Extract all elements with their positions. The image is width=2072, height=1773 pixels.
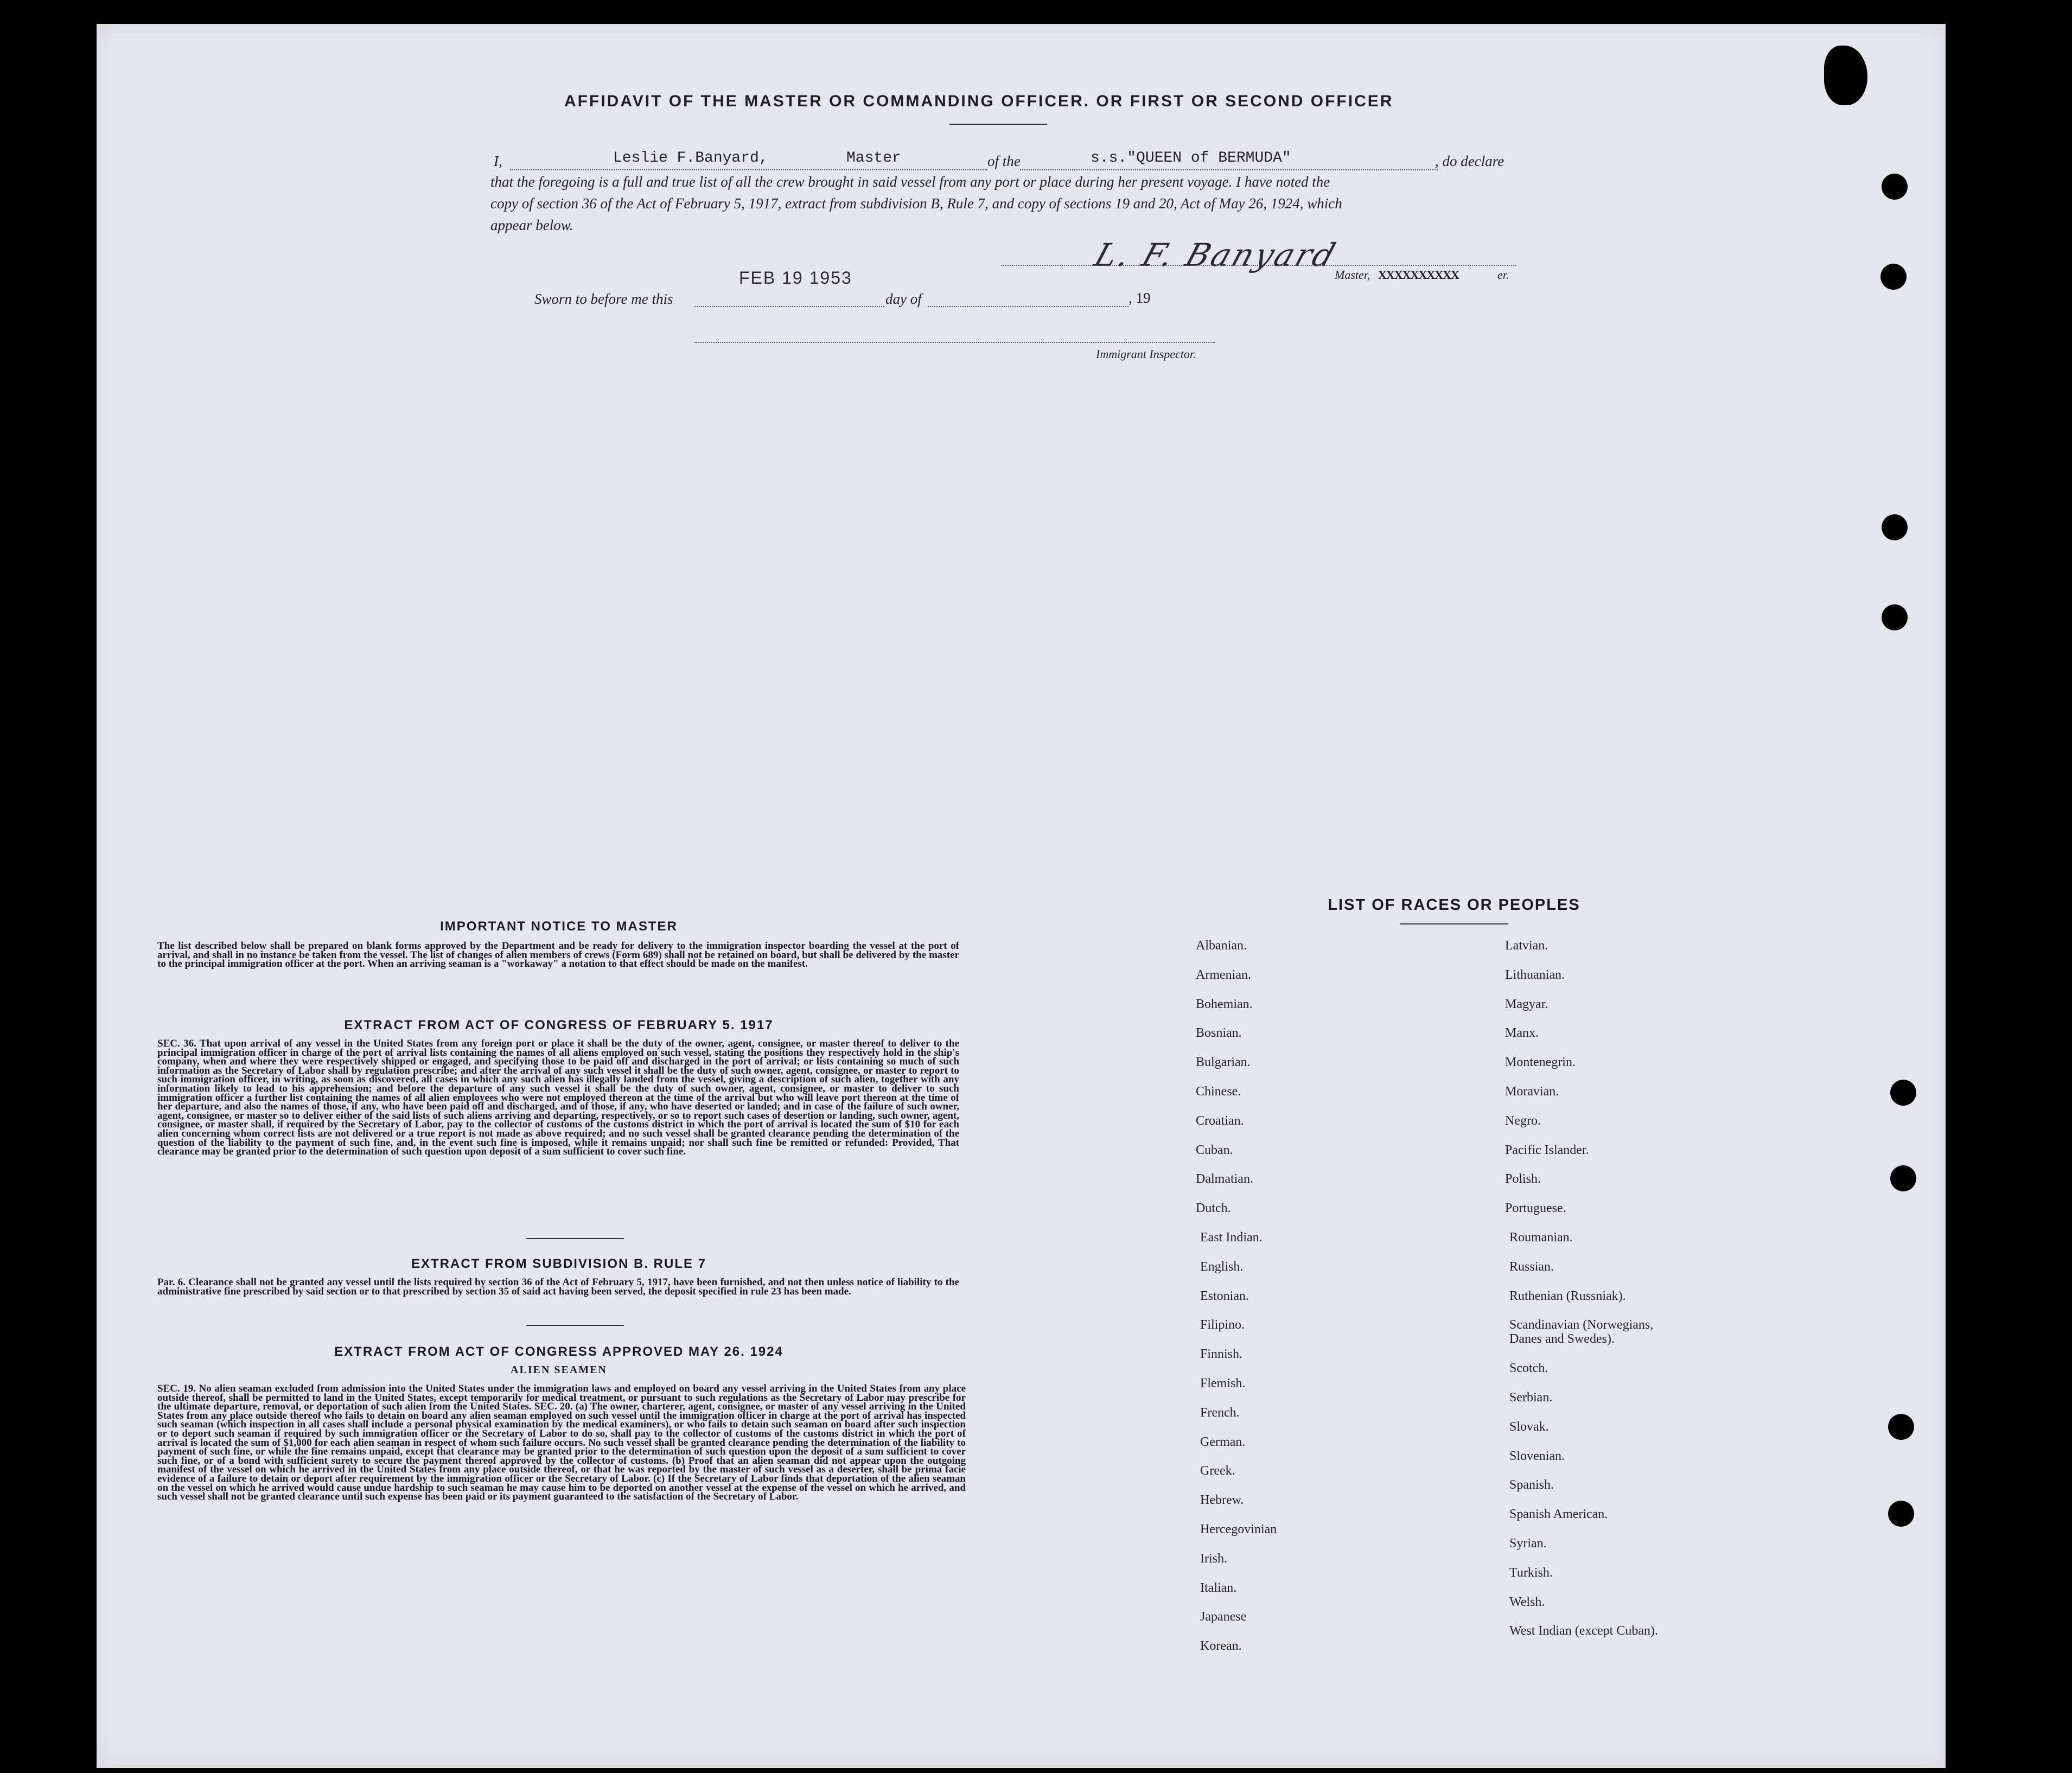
race-item: German. bbox=[1200, 1434, 1246, 1449]
race-item: Scandinavian (Norwegians, Danes and Swedes). bbox=[1509, 1318, 1654, 1347]
alien-seamen-subtitle: ALIEN SEAMEN bbox=[511, 1364, 607, 1376]
race-item: Scotch. bbox=[1509, 1361, 1548, 1376]
punch-hole bbox=[1888, 1414, 1914, 1440]
extract-1917-title: EXTRACT FROM ACT OF CONGRESS OF FEBRUARY 5. 1917 bbox=[344, 1018, 774, 1032]
affidavit-title: AFFIDAVIT OF THE MASTER OR COMMANDING OFFICER. OR FIRST OR SECOND OFFICER bbox=[564, 92, 1394, 110]
race-item: Manx. bbox=[1505, 1026, 1539, 1041]
race-item: Negro. bbox=[1505, 1113, 1541, 1128]
extract-rule7-title: EXTRACT FROM SUBDIVISION B. RULE 7 bbox=[411, 1257, 707, 1271]
race-item: Filipino. bbox=[1200, 1318, 1245, 1332]
master-name: Leslie F.Banyard, bbox=[613, 150, 768, 167]
race-item: Korean. bbox=[1200, 1639, 1242, 1654]
extract-1917-text: SEC. 36. That upon arrival of any vessel in the United States from any foreign port or place it shall be the duty of the owner, agent, consignee, or master thereof to deliver to the principal immigration officer in charge of the port of arrival lists containing the names of all aliens employed on such vessel, stating the positions they respectively hold in the ship's company, when and where they were respectively shipped or engaged, and specifying those to be paid off and discharged in the port of arrival; or lists containing so much of such information as the Secretary of Labor shall by regulation prescribe; and after the arrival of any such vessel it shall be the duty of such owner, agent, consignee, or master to report to such immigration officer, in writing, as soon as discovered, all cases in which any such alien has illegally landed from the vessel, giving a description of such alien, together with any information likely to lead to his apprehension; and before the departure of any such vessel it shall be the duty of such owner, agent, consignee, or master to deliver to such immigration officer a further list containing the names of all alien employees who were not employed thereon at the time of the arrival but who will leave port thereon at the time of her departure, and also the names of those, if any, who have been paid off and discharged, and of those, if any, who have deserted or landed; and in case of the failure of such owner, agent, consignee, or master so to deliver either of the said lists of such aliens arriving and departing, respectively, or so to report such cases of desertion or landing, such owner, agent, consignee, or master shall, if required by the Secretary of Labor, pay to the collector of customs of the customs district in which the port of arrival is located the sum of $10 for each alien concerning whom correct lists are not delivered or a true report is not made as above required; and no such vessel shall be granted clearance pending the determination of the question of the liability to the payment of such fine, and, in the event such fine is imposed, while it remains unpaid; nor shall such fine be remitted or refunded: Provided, That clearance may be granted prior to the determination of such question upon deposit of a sum sufficient to cover such fine. bbox=[157, 1038, 959, 1158]
race-item: Bosnian. bbox=[1196, 1026, 1242, 1041]
divider bbox=[526, 1325, 624, 1326]
divider bbox=[526, 1238, 624, 1239]
vessel-name: s.s."QUEEN of BERMUDA" bbox=[1091, 150, 1291, 167]
race-item: Spanish. bbox=[1509, 1478, 1554, 1493]
officer-suffix: er. bbox=[1497, 268, 1509, 282]
race-item: Hercegovinian bbox=[1200, 1522, 1277, 1536]
race-item: Slovak. bbox=[1509, 1419, 1549, 1434]
master-signature: L. F. Banyard bbox=[1089, 237, 1342, 273]
race-item: Flemish. bbox=[1200, 1376, 1246, 1391]
race-item: Albanian. bbox=[1196, 939, 1247, 953]
race-item: Welsh. bbox=[1509, 1595, 1545, 1609]
race-item: Slovenian. bbox=[1509, 1449, 1565, 1463]
race-item: Finnish. bbox=[1200, 1347, 1243, 1362]
race-item: Pacific Islander. bbox=[1505, 1143, 1589, 1157]
punch-hole bbox=[1890, 1165, 1916, 1191]
race-item: West Indian (except Cuban). bbox=[1509, 1624, 1658, 1638]
race-item: Roumanian. bbox=[1509, 1230, 1573, 1245]
race-item: Latvian. bbox=[1505, 939, 1548, 953]
signature-line bbox=[1001, 265, 1516, 266]
race-item: Japanese bbox=[1200, 1610, 1247, 1624]
name-line bbox=[510, 169, 987, 170]
punch-hole bbox=[1882, 514, 1908, 540]
inspector-label: Immigrant Inspector. bbox=[1096, 347, 1196, 361]
race-item: Hebrew. bbox=[1200, 1493, 1244, 1508]
of-the-label: of the bbox=[987, 153, 1021, 169]
race-item: Cuban. bbox=[1196, 1143, 1233, 1157]
extract-1924-text: SEC. 19. No alien seaman excluded from admission into the United States under the immigration laws and employed on board any vessel arriving in the United States from any place outside thereof, shall be permitted to land in the United States, except temporarily for medical treatment, or pursuant to such regulations as the Secretary of Labor may prescribe for the ultimate departure, removal, or deportation of such alien from the United States. SEC. 20. (a) The owner, charterer, agent, consignee, or master of any vessel arriving in the United States from any place outside thereof who fails to detain on board any alien seaman employed on such vessel until the immigration officer in charge at the port of arrival has inspected such seaman (which inspection in all cases shall include a personal physical examination by the medical examiners), or who fails to detain such seaman on board after such inspection or to deport such seaman if required by such immigration officer or the Secretary of Labor to do so, shall pay to the collector of customs of the customs district in which the port of arrival is located the sum of $1,000 for each alien seaman in respect of whom such failure occurs. No such vessel shall be granted clearance pending the determination of the liability to payment of such fine, or while the fine remains unpaid, except that clearance may be granted prior to the determination of such question upon the deposit of a sum sufficient to cover such fine, or of a bond with sufficient surety to secure the payment thereof approved by the collector of customs. (b) Proof that an alien seaman did not appear upon the outgoing manifest of the vessel on which he arrived in the United States from any place outside thereof, or that he was reported by the master of such vessel as a deserter, shall be prima facie evidence of a failure to detain or deport after requirement by the immigration officer or the Secretary of Labor. (c) If the Secretary of Labor finds that deportation of the alien seaman on the vessel on which he arrived would cause undue hardship to such seaman he may cause him to be deported on another vessel at the expense of the vessel on which he arrived, and such vessel shall not be granted clearance until such expense has been paid or its payment guaranteed to the satisfaction of the Secretary of Labor. bbox=[157, 1383, 966, 1503]
race-item: Bohemian. bbox=[1196, 997, 1253, 1011]
race-item: Ruthenian (Russniak). bbox=[1509, 1289, 1626, 1303]
inspector-line bbox=[694, 342, 1215, 343]
ink-blot bbox=[1824, 46, 1867, 105]
notice-title: IMPORTANT NOTICE TO MASTER bbox=[440, 919, 678, 934]
race-item: Spanish American. bbox=[1509, 1507, 1608, 1522]
declaration-line-3: copy of section 36 of the Act of February 5, 1917, extract from subdivision B, Rule 7, and copy of sections 19 and 20, Act of May 26, 1924, which bbox=[490, 195, 1342, 212]
punch-hole bbox=[1882, 604, 1908, 630]
month-line bbox=[928, 306, 1129, 307]
do-declare-label: , do declare bbox=[1435, 153, 1504, 169]
race-item: Dutch. bbox=[1196, 1201, 1231, 1216]
races-title: LIST OF RACES OR PEOPLES bbox=[1328, 896, 1580, 914]
sworn-label: Sworn to before me this bbox=[534, 291, 673, 307]
race-item: Portuguese. bbox=[1505, 1201, 1566, 1216]
race-item: Russian. bbox=[1509, 1259, 1554, 1274]
declaration-line-2: that the foregoing is a full and true list of all the crew brought in said vessel from any port or place during her present voyage. I have noted the bbox=[490, 174, 1330, 190]
i-label: I, bbox=[494, 153, 502, 169]
title-underline bbox=[949, 124, 1047, 125]
day-of-label: day of bbox=[885, 291, 922, 307]
extract-rule7-text: Par. 6. Clearance shall not be granted any vessel until the lists required by section 36 of the Act of February 5, 1917, have been furnished, and not then unless notice of liability to the administrative fine prescribed by said section or to that prescribed by section 35 of said act having been served, the deposit specified in rule 23 has been made. bbox=[157, 1277, 959, 1297]
race-item: Syrian. bbox=[1509, 1536, 1547, 1551]
race-item: French. bbox=[1200, 1405, 1240, 1420]
sworn-date-line bbox=[694, 306, 884, 307]
races-underline bbox=[1400, 923, 1508, 924]
master-rank: Master bbox=[846, 150, 901, 167]
punch-hole bbox=[1890, 1080, 1916, 1106]
race-item: Italian. bbox=[1200, 1580, 1237, 1595]
race-item: Lithuanian. bbox=[1505, 967, 1565, 982]
race-item: Turkish. bbox=[1509, 1565, 1553, 1580]
notice-text: The list described below shall be prepared on blank forms approved by the Department and be ready for delivery to the immigration inspector boarding the vessel at the port of arrival, and shall in no instance be taken from the vessel. The list of changes of alien members of crews (Form 689) shall not be retained on board, but shall be delivered by the master to the principal immigration officer at the port. When an arriving seaman is a "workaway" a notation to that effect should be made on the manifest. bbox=[157, 940, 959, 970]
race-item: Croatian. bbox=[1196, 1113, 1244, 1128]
document-page bbox=[97, 24, 1946, 1768]
race-item: Chinese. bbox=[1196, 1085, 1241, 1099]
race-item: Greek. bbox=[1200, 1464, 1235, 1478]
race-item: Polish. bbox=[1505, 1172, 1541, 1187]
vessel-line bbox=[1020, 169, 1438, 170]
extract-1924-title: EXTRACT FROM ACT OF CONGRESS APPROVED MAY 26. 1924 bbox=[334, 1344, 783, 1359]
declaration-line-4: appear below. bbox=[490, 217, 573, 233]
race-item: Irish. bbox=[1200, 1551, 1227, 1566]
punch-hole bbox=[1888, 1501, 1914, 1527]
master-label: Master, bbox=[1335, 268, 1370, 282]
received-date-stamp: FEB 19 1953 bbox=[739, 268, 852, 288]
race-item: Moravian. bbox=[1505, 1085, 1559, 1099]
race-item: Magyar. bbox=[1505, 997, 1548, 1011]
punch-hole bbox=[1882, 174, 1908, 200]
year-prefix: , 19 bbox=[1129, 290, 1151, 306]
race-item: Dalmatian. bbox=[1196, 1172, 1253, 1187]
race-item: Armenian. bbox=[1196, 967, 1251, 982]
race-item: Estonian. bbox=[1200, 1289, 1249, 1303]
race-item: Bulgarian. bbox=[1196, 1055, 1251, 1070]
race-item: Serbian. bbox=[1509, 1391, 1553, 1405]
race-item: English. bbox=[1200, 1259, 1244, 1274]
race-item: Montenegrin. bbox=[1505, 1055, 1576, 1070]
punch-hole bbox=[1880, 264, 1907, 290]
struck-officer-label: XXXXXXXXXX bbox=[1378, 268, 1459, 282]
race-item: East Indian. bbox=[1200, 1230, 1263, 1245]
